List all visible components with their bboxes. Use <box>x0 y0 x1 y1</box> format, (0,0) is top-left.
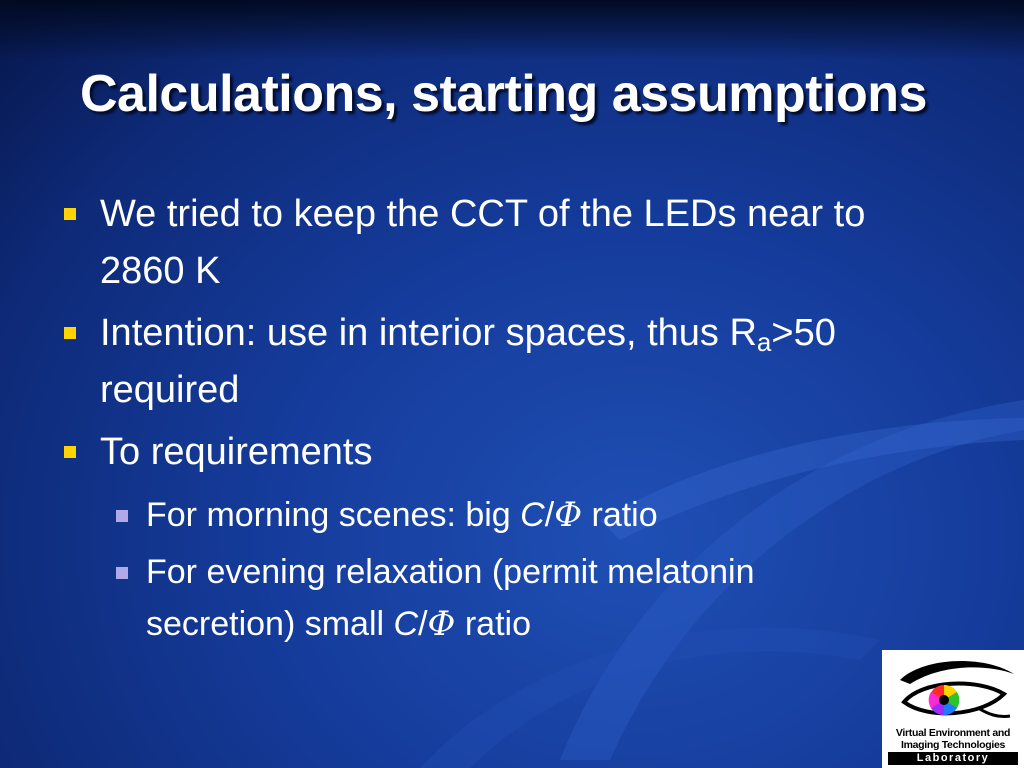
phi-symbol: Φ <box>554 495 583 535</box>
phi-symbol: Φ <box>427 604 456 644</box>
c-symbol: C <box>520 496 545 534</box>
lab-logo-text <box>882 727 1024 765</box>
subbullet-text-post: ratio <box>582 496 658 534</box>
bullet-marker <box>64 446 76 458</box>
subbullet-text-pre: For morning scenes: big <box>146 496 521 534</box>
subbullet-morning <box>146 489 906 541</box>
bullet-text: To requirements <box>100 431 373 473</box>
ra-subscript: a <box>756 327 772 357</box>
c-symbol: C <box>393 605 419 643</box>
eye-icon <box>882 650 1024 728</box>
bullet-marker <box>64 208 76 220</box>
bullet-intention <box>100 305 900 419</box>
subbullet-evening <box>146 546 906 650</box>
bullet-cct <box>100 186 900 300</box>
logo-line-3: Laboratory <box>888 752 1018 765</box>
lab-logo <box>882 650 1024 768</box>
logo-line-1: Virtual Environment and <box>895 727 1011 739</box>
slash: / <box>418 605 428 643</box>
bullet-text: We tried to keep the CCT of the LEDs near to 2860 K <box>100 193 866 292</box>
bullet-marker <box>64 327 76 339</box>
bullet-requirements <box>100 424 900 481</box>
bullet-text-pre: Intention: use in interior spaces, thus R <box>100 312 757 354</box>
subbullet-text-post: ratio <box>455 605 531 643</box>
slash: / <box>544 496 555 534</box>
logo-line-2: Imaging Technologies <box>900 739 1006 751</box>
bullet-text-post: >50 required <box>100 312 836 411</box>
subbullet-text-pre: For evening relaxation (permit melatonin secretion) small <box>146 553 755 643</box>
subbullet-marker <box>116 510 128 522</box>
subbullet-marker <box>116 567 128 579</box>
slide-title: Calculations, starting assumptions <box>80 65 927 123</box>
